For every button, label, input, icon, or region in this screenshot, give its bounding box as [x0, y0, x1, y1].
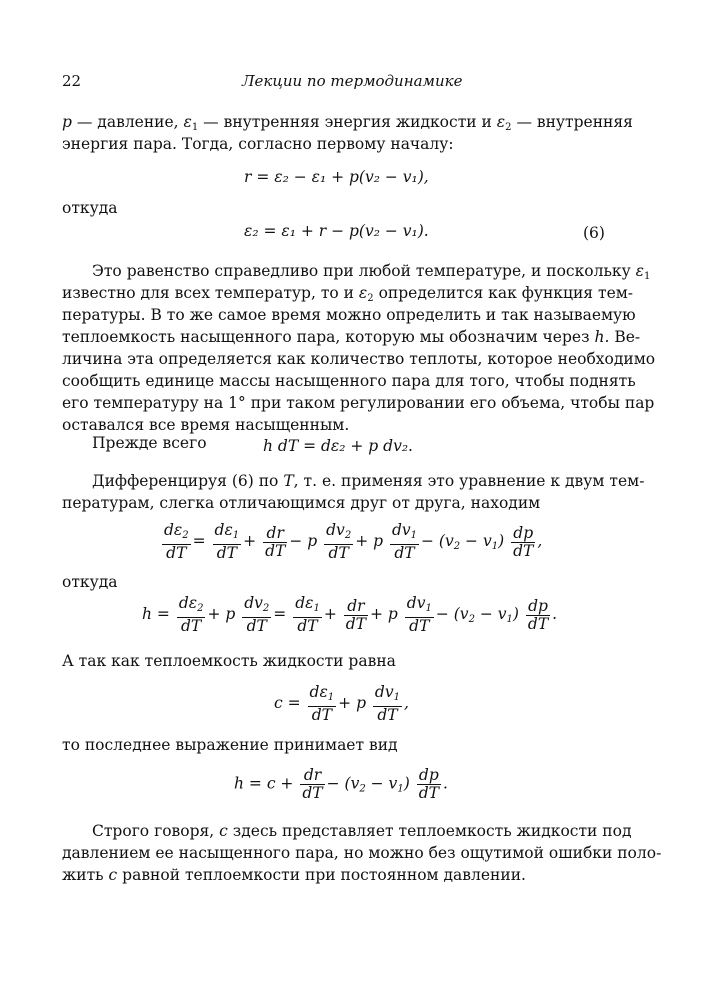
- para2-line8: оставался все время насыщенным.: [62, 416, 350, 434]
- equation-hdT: h dT = dε₂ + p dv₂.: [263, 437, 413, 455]
- para1-line1: p — давление, $\varepsilon_1$ — внутренняя энергия жидкости и $\varepsilon_2$ — внутренняя: [62, 113, 633, 133]
- para4: А так как теплоемкость жидкости равна: [62, 652, 396, 670]
- equation-h-final: h = c + $\frac{dr}{dT}$ − $(v_2 - v_1)$ $\frac{dp}{dT}$ .: [234, 766, 448, 802]
- para6-line1: Строго говоря, c здесь представляет теплоемкость жидкости под: [92, 822, 632, 840]
- symbol-p: p: [62, 113, 72, 131]
- symbol-eps: ε: [496, 113, 506, 131]
- para3-line1: Дифференцируя (6) по T, т. е. применяя это уравнение к двум тем-: [92, 472, 645, 490]
- equation-derivative: $\frac{d\varepsilon_2}{dT}$ = $\frac{d\varepsilon_1}{dT}$ + $\frac{dr}{dT}$ − p $\frac{dv_2}{dT}$ + p $\frac{dv_1}{dT}$ − $(v_2 - v_1)$ $\frac{dp}{dT}$ ,: [164, 521, 543, 562]
- para2-line7: его температуру на 1° при таком регулировании его объема, чтобы пар: [62, 394, 655, 412]
- equation-r: r = ε₂ − ε₁ + p(v₂ − v₁),: [244, 168, 429, 186]
- otkuda-1: откуда: [62, 199, 118, 217]
- text: — давление,: [76, 113, 179, 131]
- page-number: 22: [62, 72, 82, 90]
- para5: то последнее выражение принимает вид: [62, 736, 398, 754]
- para2-line1: Это равенство справедливо при любой температуре, и поскольку $\varepsilon_1$: [92, 262, 651, 282]
- text: — внутренняя энергия жидкости и: [203, 113, 492, 131]
- para1-line2: энергия пара. Тогда, согласно первому началу:: [62, 135, 454, 153]
- para2-line2: известно для всех температур, то и $\varepsilon_2$ определится как функция тем-: [62, 284, 634, 304]
- equation-6: ε₂ = ε₁ + r − p(v₂ − v₁).: [244, 222, 429, 240]
- running-title: Лекции по термодинамике: [242, 72, 463, 90]
- para2-line5: личина эта определяется как количество теплоты, которое необходимо: [62, 350, 656, 368]
- prezhde-vsego: Прежде всего: [92, 434, 207, 452]
- text: — внутренняя: [516, 113, 633, 131]
- symbol-eps: ε: [183, 113, 192, 131]
- equation-c: c = $\frac{d\varepsilon_1}{dT}$ + p $\frac{dv_1}{dT}$ ,: [274, 683, 409, 724]
- para2-line6: сообщить единице массы насыщенного пара для того, чтобы поднять: [62, 372, 636, 390]
- para3-line2: пературам, слегка отличающимся друг от друга, находим: [62, 494, 541, 512]
- para2-line4: теплоемкость насыщенного пара, которую мы обозначим через h. Ве-: [62, 328, 641, 346]
- otkuda-2: откуда: [62, 573, 118, 591]
- para2-line3: пературы. В то же самое время можно определить и так называемую: [62, 306, 636, 324]
- equation-6-label: (6): [583, 224, 605, 242]
- para6-line2: давлением ее насыщенного пара, но можно без ощутимой ошибки поло-: [62, 844, 662, 862]
- equation-h: h = $\frac{d\varepsilon_2}{dT}$ + p $\frac{dv_2}{dT}$ = $\frac{d\varepsilon_1}{dT}$ + $\frac{dr}{dT}$ + p $\frac{dv_1}{dT}$ − $(v_2 - v_1)$ $\frac{dp}{dT}$ .: [142, 594, 558, 635]
- para6-line3: жить c равной теплоемкости при постоянном давлении.: [62, 866, 526, 884]
